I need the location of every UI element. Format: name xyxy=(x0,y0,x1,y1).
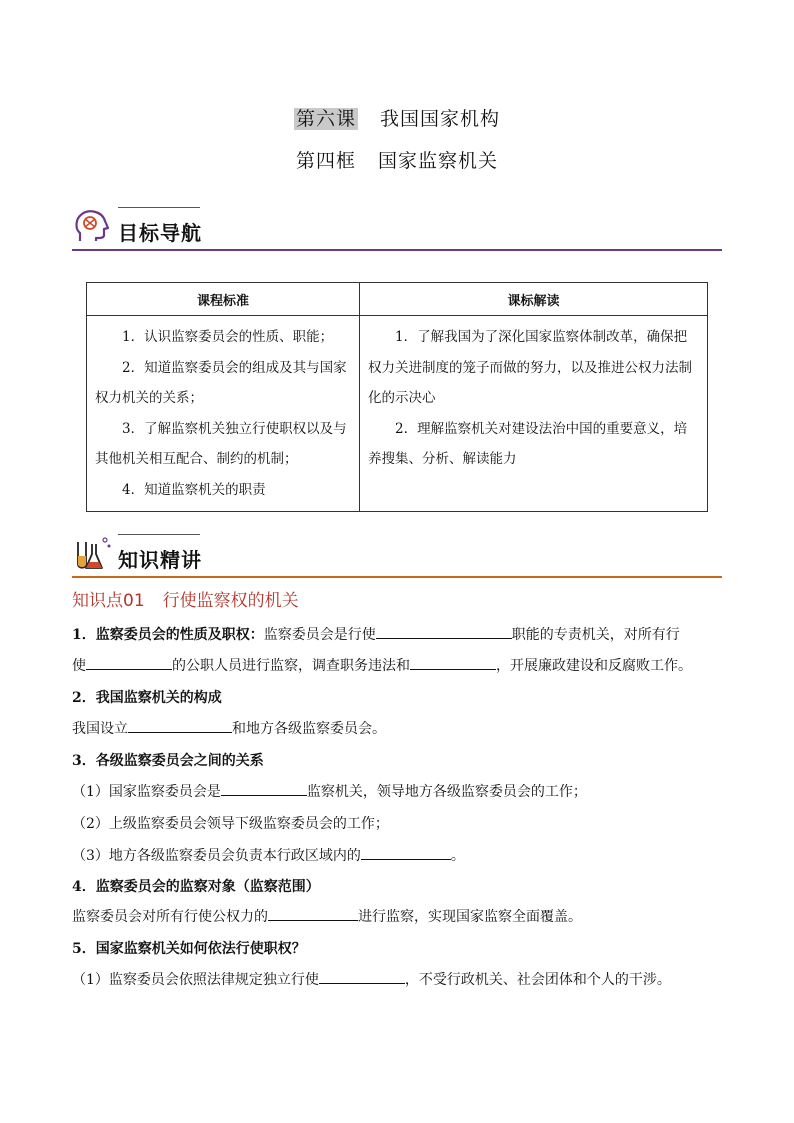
fill-blank[interactable] xyxy=(268,906,358,921)
fill-blank[interactable] xyxy=(319,969,405,984)
q5-title-text: 5．国家监察机关如何依法行使职权？ xyxy=(72,941,306,957)
q3-text: （2）上级监察委员会领导下级监察委员会的工作； xyxy=(72,816,389,832)
q5-text: ，不受行政机关、社会团体和个人的干涉。 xyxy=(404,972,671,988)
standard-item: 3．了解监察机关独立行使职权以及与其他机关相互配合、制约的机制； xyxy=(95,420,347,467)
fill-blank[interactable] xyxy=(86,655,172,670)
q3-line2 xyxy=(72,813,389,833)
standard-item: 2．知道监察委员会的组成及其与国家权力机关的关系； xyxy=(95,359,347,406)
q3-line3 xyxy=(72,845,465,865)
fill-blank[interactable] xyxy=(376,624,512,639)
fill-blank[interactable] xyxy=(128,718,232,733)
q3-text: 监察机关，领导地方各级监察委员会的工作； xyxy=(306,784,587,800)
head-brain-icon xyxy=(72,207,112,247)
interpretation-item: 2．理解监察机关对建设法治中国的重要意义，培养搜集、分析、解读能力 xyxy=(368,420,688,467)
q1-line2 xyxy=(72,655,692,675)
q5-title xyxy=(72,938,306,958)
q2-text: 我国设立 xyxy=(72,721,128,737)
interpretation-item: 1．了解我国为了深化国家监察体制改革，确保把权力关进制度的笼子而做的努力，以及推进公权力法制化的示决心 xyxy=(368,329,692,406)
q3-text: 。 xyxy=(450,848,465,864)
frame-title xyxy=(0,146,794,173)
q2-text: 和地方各级监察委员会。 xyxy=(232,721,386,737)
q2-line xyxy=(72,718,386,738)
knowledge-point-title xyxy=(72,586,299,611)
lesson-name: 我国国家机构 xyxy=(380,108,501,130)
lesson-tag: 第六课 xyxy=(295,108,356,130)
standards-table xyxy=(86,282,708,512)
q1-text: 的公职人员进行监察，调查职务违法和 xyxy=(172,658,410,674)
q5-line1 xyxy=(72,969,671,989)
kp-label: 知识点01 xyxy=(72,591,145,611)
q1-title: 1．监察委员会的性质及职权： xyxy=(72,627,264,643)
goals-rule xyxy=(72,249,722,251)
q3-text: （1）国家监察委员会是 xyxy=(72,784,221,800)
frame-tag: 第四框 xyxy=(295,150,356,172)
q4-text: 进行监察，实现国家监察全面覆盖。 xyxy=(358,909,582,925)
lesson-title xyxy=(0,104,794,131)
fill-blank[interactable] xyxy=(410,655,496,670)
q4-line xyxy=(72,906,582,926)
q1-line1 xyxy=(72,624,680,644)
goals-section-header xyxy=(72,207,722,251)
standard-item: 1．认识监察委员会的性质、职能； xyxy=(122,329,334,345)
knowledge-rule xyxy=(72,576,722,578)
frame-name: 国家监察机关 xyxy=(378,150,499,172)
standard-item: 4．知道监察机关的职责 xyxy=(122,481,266,498)
interpretation-cell xyxy=(360,316,708,512)
fill-blank[interactable] xyxy=(361,845,451,860)
q4-title xyxy=(72,876,320,896)
q1-text: 监察委员会是行使 xyxy=(263,627,376,643)
goals-title: 目标导航 xyxy=(118,221,202,245)
q3-line1 xyxy=(72,781,587,801)
kp-name: 行使监察权的机关 xyxy=(162,591,299,611)
q3-title xyxy=(72,750,264,770)
fill-blank[interactable] xyxy=(221,781,307,796)
knowledge-title: 知识精讲 xyxy=(118,548,202,572)
flask-icon xyxy=(72,534,112,574)
q4-title-text: 4．监察委员会的监察对象（监察范围） xyxy=(72,879,320,895)
standard-cell xyxy=(87,316,360,512)
q3-text: （3）地方各级监察委员会负责本行政区域内的 xyxy=(72,848,361,864)
q2-title-text: 2．我国监察机关的构成 xyxy=(72,690,222,706)
table-header-interpretation: 课标解读 xyxy=(360,283,708,316)
q4-text: 监察委员会对所有行使公权力的 xyxy=(72,909,268,925)
q1-text: 使 xyxy=(72,658,86,674)
table-header-standard: 课程标准 xyxy=(87,283,360,316)
q5-text: （1）监察委员会依照法律规定独立行使 xyxy=(72,972,319,988)
q2-title xyxy=(72,687,222,707)
q3-title-text: 3．各级监察委员会之间的关系 xyxy=(72,753,264,769)
knowledge-section-header xyxy=(72,534,722,578)
q1-text: ，开展廉政建设和反腐败工作。 xyxy=(496,658,692,674)
q1-text: 职能的专责机关，对所有行 xyxy=(511,627,680,643)
